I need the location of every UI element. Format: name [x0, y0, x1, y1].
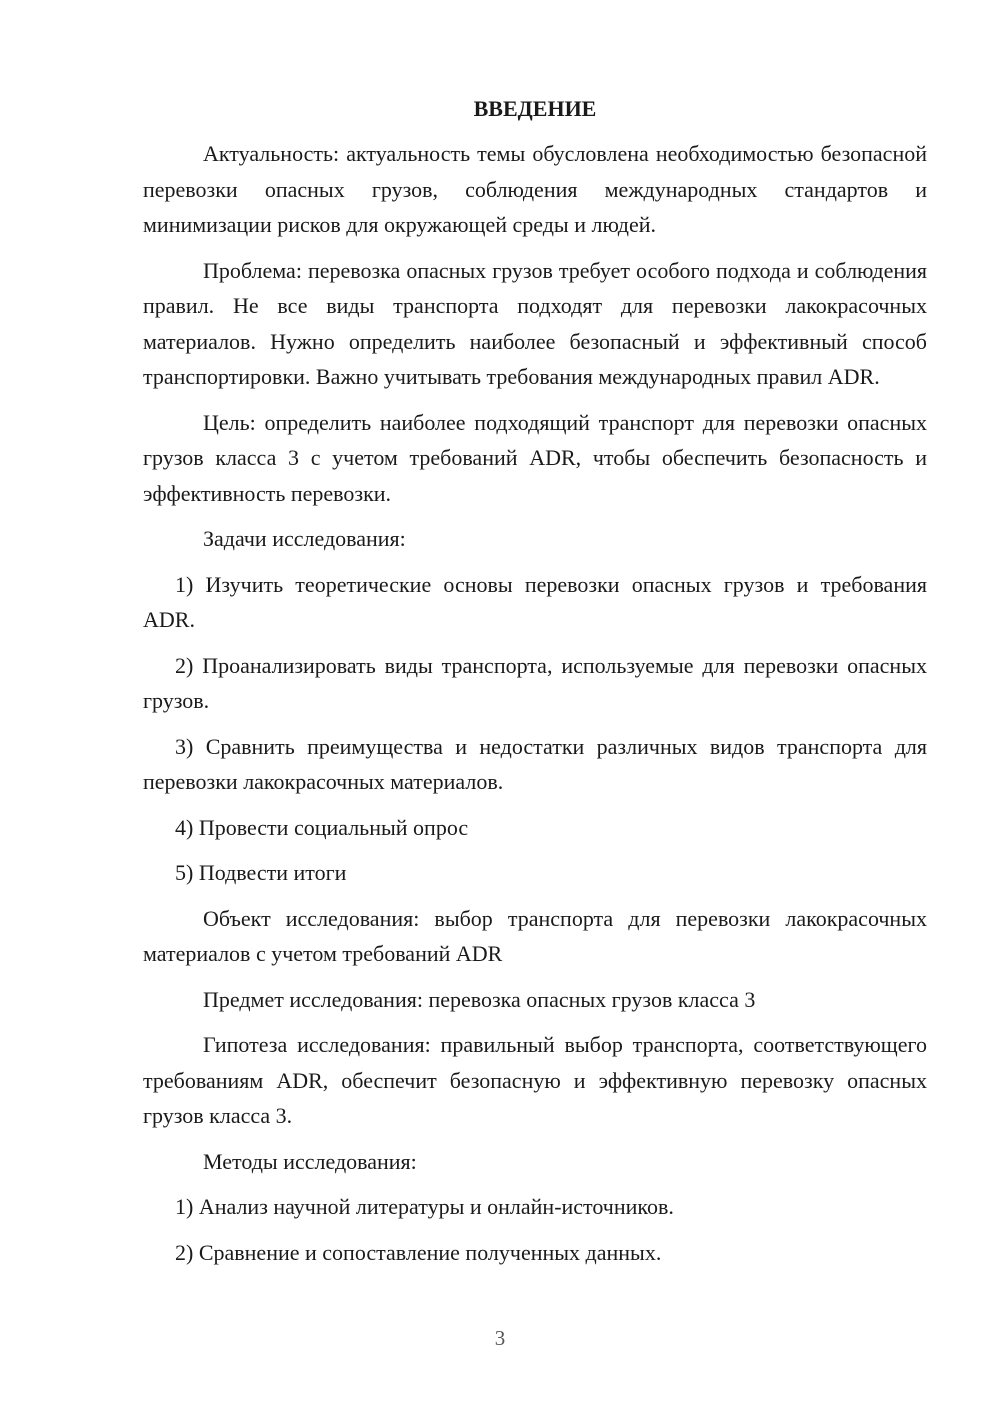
subject-paragraph: Предмет исследования: перевозка опасных грузов класса 3 [203, 986, 756, 1012]
methods-heading: Методы исследования: [203, 1148, 417, 1174]
relevance-paragraph: Актуальность: актуальность темы обусловлена необходимостью безопасной перевозки опасных грузов, соблюдения международных стандартов и минимизации рисков для окружающей среды и людей. [143, 141, 927, 237]
goal-paragraph: Цель: определить наиболее подходящий транспорт для перевозки опасных грузов класса 3 с учетом требований ADR, чтобы обеспечить безопасность и эффективность перевозки. [143, 409, 927, 506]
page-number: 3 [494, 1326, 506, 1350]
problem-paragraph: Проблема: перевозка опасных грузов требует особого подхода и соблюдения правил. Не все виды транспорта подходят для перевозки лакокрасочных материалов. Нужно определить наиболее безопасный и эффективный способ транспортировки. Важно учитывать требования международных правил ADR. [143, 257, 927, 389]
task-item-4: 4) Провести социальный опрос [175, 814, 469, 840]
task-item-2: 2) Проанализировать виды транспорта, используемые для перевозки опасных грузов. [143, 652, 927, 713]
method-item-2: 2) Сравнение и сопоставление полученных данных. [175, 1239, 662, 1265]
method-item-1: 1) Анализ научной литературы и онлайн-источников. [175, 1194, 674, 1219]
task-item-5: 5) Подвести итоги [175, 860, 347, 885]
hypothesis-paragraph: Гипотеза исследования: правильный выбор транспорта, соответствующего требованиям ADR, обеспечит безопасную и эффективную перевозку опасных грузов класса 3. [143, 1032, 927, 1128]
object-paragraph: Объект исследования: выбор транспорта для перевозки лакокрасочных материалов с учетом требований ADR [143, 905, 927, 966]
task-item-3: 3) Сравнить преимущества и недостатки различных видов транспорта для перевозки лакокрасочных материалов. [143, 733, 927, 794]
tasks-heading: Задачи исследования: [203, 526, 406, 551]
document-page [143, 92, 927, 1280]
section-title: ВВЕДЕНИЕ [473, 96, 597, 121]
task-item-1: 1) Изучить теоретические основы перевозки опасных грузов и требования ADR. [143, 571, 927, 632]
